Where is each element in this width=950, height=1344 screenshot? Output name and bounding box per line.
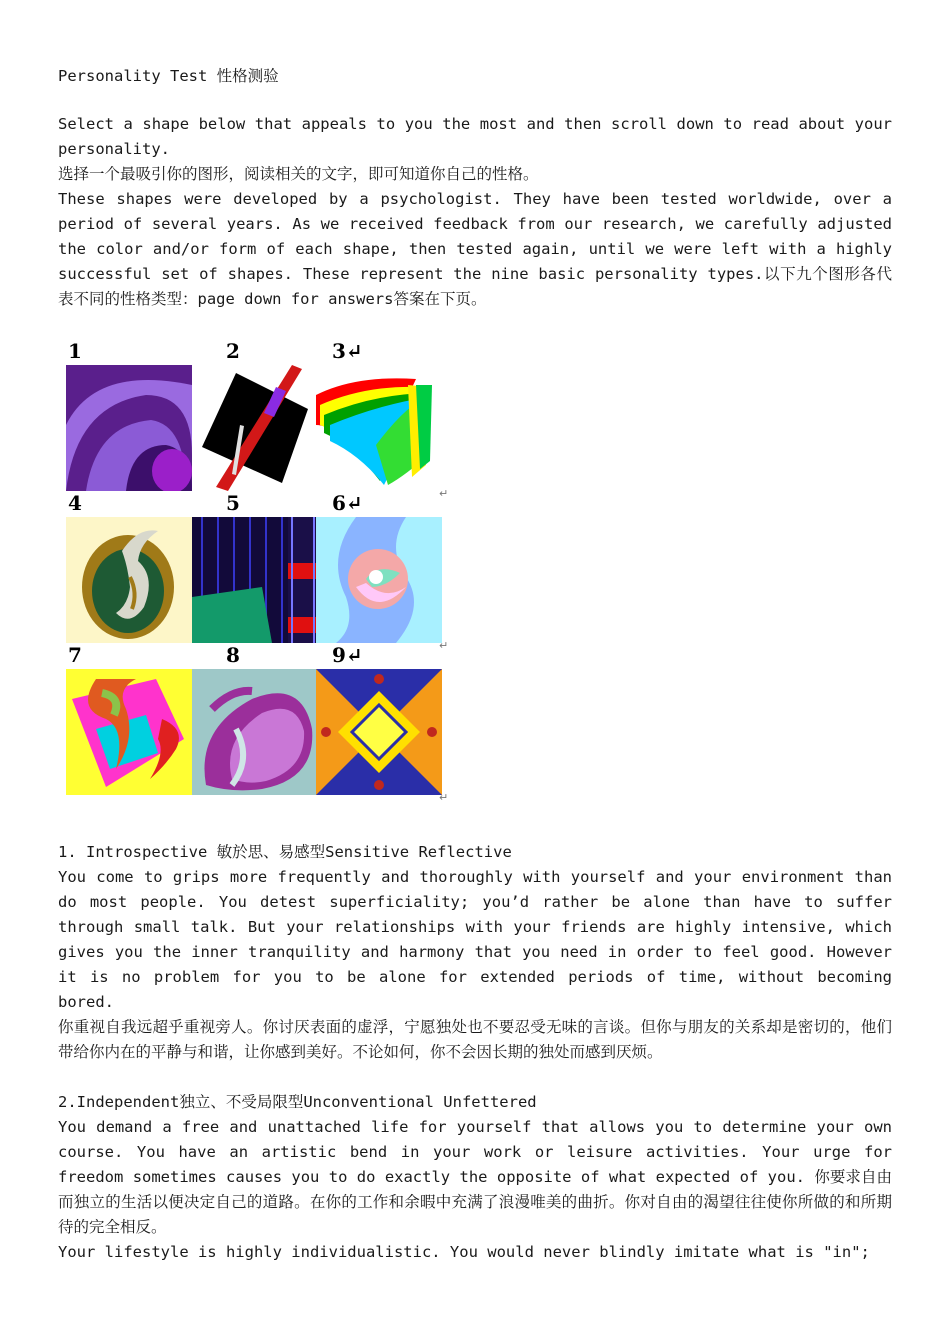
document-page xyxy=(58,64,892,1265)
section-2-body-english: You demand a free and unattached life for yourself that allows you to determine your own course. You have an artistic bend in your work or leisure activities. Your urge for freedom sometimes causes you to do exactly the opposite of what expected of you. 你要求自由而独立的生活以便决定自己的道路。在你的工作和余暇中充满了浪漫唯美的曲折。你对自由的渴望往往使你所做的和所期待的完全相反。 xyxy=(58,1118,892,1236)
section-2-heading: 2.Independent独立、不受局限型Unconventional Unfettered xyxy=(58,1093,537,1111)
page-title: Personality Test 性格测验 xyxy=(58,67,279,85)
return-mark: ↵ xyxy=(439,791,449,804)
section-1-body-chinese: 你重视自我远超乎重视旁人。你讨厌表面的虚浮，宁愿独处也不要忍受无味的言谈。但你与朋友的关系却是密切的，他们带给你内在的平静与和谐，让你感到美好。不论如何，你不会因长期的独处而感到厌烦。 xyxy=(58,1018,892,1061)
shape-number-1: 1 xyxy=(68,339,82,363)
shape-9-image[interactable] xyxy=(316,669,442,795)
shape-1-image[interactable] xyxy=(66,365,192,491)
return-mark: ↵ xyxy=(439,487,449,500)
shape-2-image[interactable] xyxy=(196,365,322,491)
shape-number-4: 4 xyxy=(68,491,82,515)
intro-paragraph-2: These shapes were developed by a psychologist. They have been tested worldwide, over a period of several years. As we received feedback from our research, we carefully adjusted the color and/or form of each shape, then tested again, until we were left with a highly successful set of shapes. These represent the nine basic personality types.以下九个图形各代表不同的性格类型：page down for answers答案在下页。 xyxy=(58,190,892,308)
section-1-body-english: You come to grips more frequently and thoroughly with yourself and your environment than do most people. You detest superficiality; you’d rather be alone than have to suffer through small talk. But your relationships with your friends are highly intensive, which gives you the inner tranquility and harmony that you need in order to feel good. However it is no problem for you to be alone for extended periods of time, without becoming bored. xyxy=(58,868,892,1011)
section-2-body-english-continued: Your lifestyle is highly individualistic. You would never blindly imitate what is "in"; xyxy=(58,1243,870,1261)
shape-7-image[interactable] xyxy=(66,669,192,795)
shape-number-3: 3↵ xyxy=(332,339,363,363)
shape-3-image[interactable] xyxy=(316,365,442,491)
shape-5-image[interactable] xyxy=(192,517,318,643)
intro-paragraph-1: Select a shape below that appeals to you the most and then scroll down to read about your personality. xyxy=(58,115,892,158)
section-1-heading: 1. Introspective 敏於思、易感型Sensitive Reflective xyxy=(58,843,512,861)
shape-gallery xyxy=(66,341,466,803)
shape-number-6: 6↵ xyxy=(332,491,363,515)
shape-number-5: 5 xyxy=(226,491,240,515)
shape-number-7: 7 xyxy=(68,643,82,667)
shape-4-image[interactable] xyxy=(66,517,192,643)
intro-paragraph-1-chinese: 选择一个最吸引你的图形，阅读相关的文字，即可知道你自己的性格。 xyxy=(58,165,539,183)
return-mark: ↵ xyxy=(439,639,449,652)
shape-number-9: 9↵ xyxy=(332,643,363,667)
shape-number-2: 2 xyxy=(226,339,240,363)
shape-8-image[interactable] xyxy=(192,669,318,795)
shape-number-8: 8 xyxy=(226,643,240,667)
shape-6-image[interactable] xyxy=(316,517,442,643)
